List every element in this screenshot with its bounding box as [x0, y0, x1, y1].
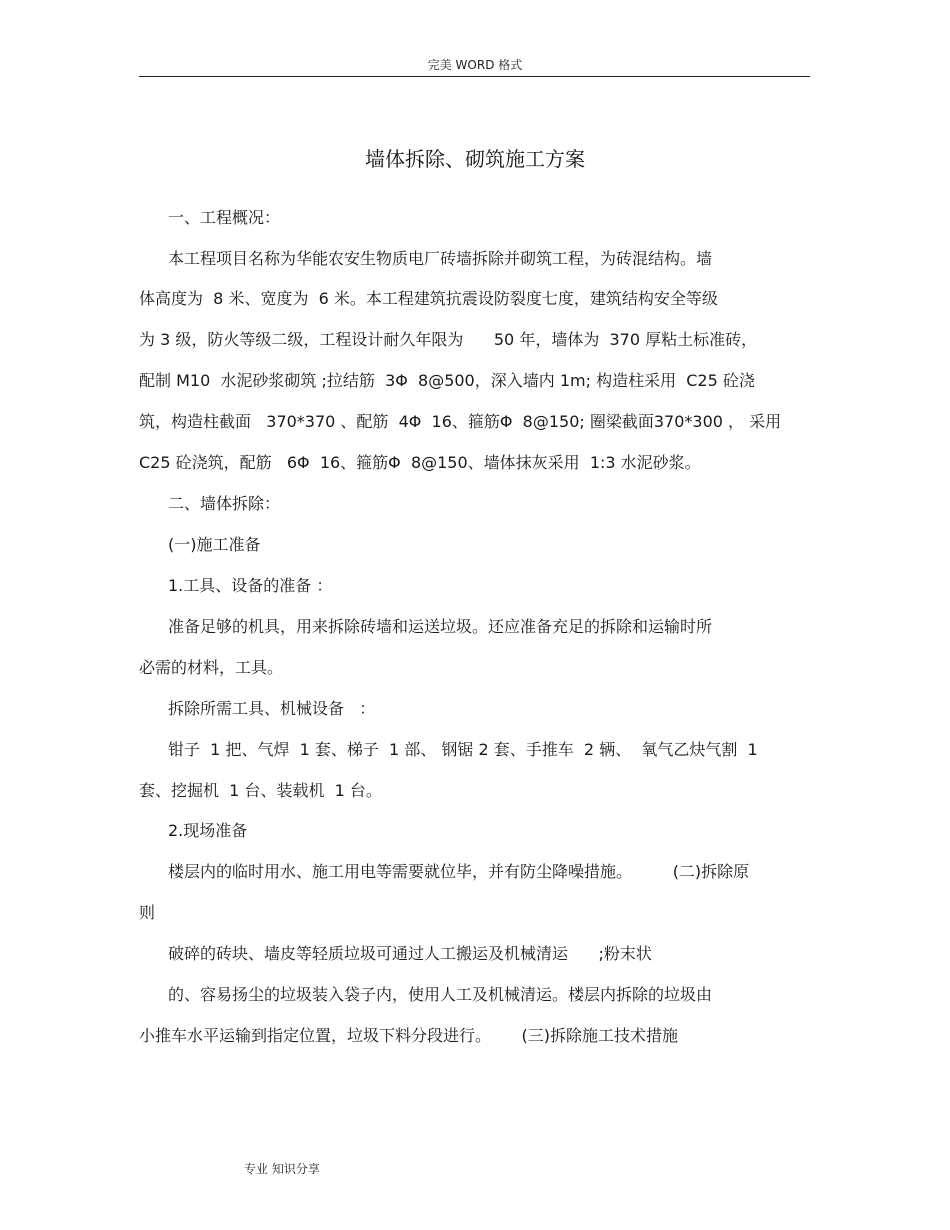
page-header: 完美 WORD 格式 — [427, 58, 523, 72]
section-heading: 一、工程概况： — [168, 208, 281, 227]
paragraph-line: 为 3 级，防火等级二级，工程设计耐久年限为 50 年，墙体为 370 厚粘土标准砖， — [139, 330, 758, 349]
subsection-heading: 2.现场准备 — [168, 821, 248, 840]
paragraph-line: 本工程项目名称为华能农安生物质电厂砖墙拆除并砌筑工程，为砖混结构。墙 — [168, 249, 713, 268]
paragraph-line: 必需的材料，工具。 — [139, 658, 284, 677]
paragraph-line: 小推车水平运输到指定位置，垃圾下料分段进行。 (三)拆除施工技术措施 — [139, 1026, 679, 1045]
subsection-heading: 1.工具、设备的准备 ： — [168, 576, 333, 595]
paragraph-line: 套、挖掘机 1 台、装载机 1 台。 — [139, 781, 382, 800]
paragraph-line: 准备足够的机具，用来拆除砖墙和运送垃圾。还应准备充足的拆除和运输时所 — [168, 617, 713, 636]
document-title: 墙体拆除、砌筑施工方案 — [365, 147, 585, 171]
paragraph-line: C25 砼浇筑，配筋 6Φ 16、箍筋Φ 8@150、墙体抹灰采用 1:3 水泥砂浆。 — [139, 453, 701, 472]
paragraph-line: 破碎的砖块、墙皮等轻质垃圾可通过人工搬运及机械清运 ;粉末状 — [168, 944, 652, 963]
paragraph-line: 楼层内的临时用水、施工用电等需要就位毕，并有防尘降噪措施。 (二)拆除原 — [168, 862, 750, 881]
paragraph-line: 筑，构造柱截面 370*370 、配筋 4Φ 16、箍筋Φ 8@150; 圈梁截面370*300 ， 采用 — [139, 412, 782, 431]
paragraph-line: 配制 M10 水泥砂浆砌筑 ;拉结筋 3Φ 8@500，深入墙内 1m; 构造柱采用 C25 砼浇 — [139, 371, 755, 390]
section-heading: 二、墙体拆除： — [168, 494, 281, 513]
paragraph-line: 则 — [139, 903, 156, 922]
paragraph-line: 拆除所需工具、机械设备 ： — [168, 699, 376, 718]
header-divider — [139, 76, 810, 77]
paragraph-line: 钳子 1 把、气焊 1 套、梯子 1 部、 钢锯 2 套、手推车 2 辆、 氧气乙炔气割 1 — [168, 740, 758, 759]
paragraph-line: 体高度为 8 米、宽度为 6 米。本工程建筑抗震设防裂度七度，建筑结构安全等级 — [139, 289, 718, 308]
page-footer: 专业 知识分享 — [244, 1162, 320, 1176]
paragraph-line: 的、容易扬尘的垃圾装入袋子内，使用人工及机械清运。楼层内拆除的垃圾由 — [168, 985, 713, 1004]
subsection-heading: (一)施工准备 — [168, 535, 261, 554]
